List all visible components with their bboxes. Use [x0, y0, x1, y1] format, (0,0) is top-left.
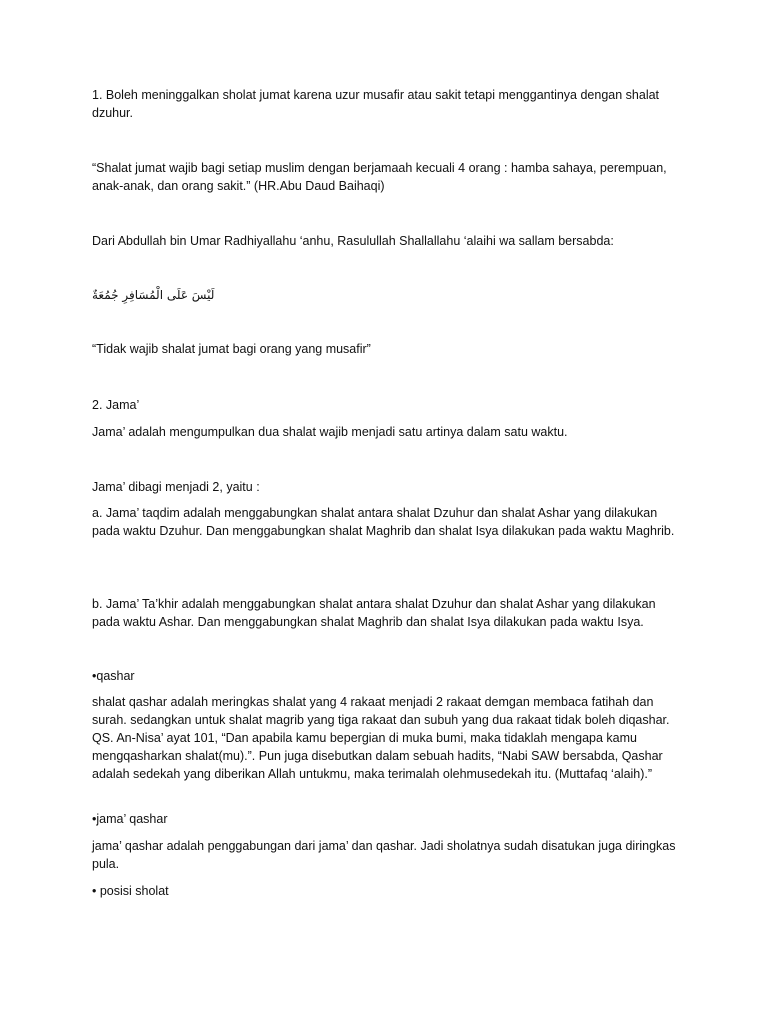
bullet-posisi-sholat: • posisi sholat [92, 884, 169, 898]
bullet-jama-qashar: •jama’ qashar [92, 812, 168, 826]
paragraph-uzur-musafir: 1. Boleh meninggalkan sholat jumat karena uzur musafir atau sakit tetapi menggantinya dengan shalat dzuhur. [92, 88, 660, 120]
jama-division: Jama’ dibagi menjadi 2, yaitu : [92, 480, 260, 494]
jama-taqdim-paragraph: a. Jama’ taqdim adalah menggabungkan shalat antara shalat Dzuhur dan shalat Ashar yang dilakukan pada waktu Dzuhur. Dan menggabungkan shalat Maghrib dan shalat Isya dilakukan pada waktu Maghrib. [92, 506, 675, 538]
arabic-hadith-text: لَيْسَ عَلَى الْمُسَافِرِ جُمُعَةٌ [92, 288, 215, 302]
jama-definition: Jama’ adalah mengumpulkan dua shalat wajib menjadi satu artinya dalam satu waktu. [92, 425, 568, 439]
hadith-quote: “Shalat jumat wajib bagi setiap muslim dengan berjamaah kecuali 4 orang : hamba sahaya, perempuan, anak-anak, dan orang sakit.” (HR.Abu Daud Baihaqi) [92, 161, 667, 193]
bullet-qashar: •qashar [92, 669, 135, 683]
jama-takhir-paragraph: b. Jama’ Ta’khir adalah menggabungkan shalat antara shalat Dzuhur dan shalat Ashar yang dilakukan pada waktu Ashar. Dan menggabungkan shalat Maghrib dan shalat Isya dilakukan pada waktu Isya. [92, 597, 656, 629]
section-heading-jama: 2. Jama’ [92, 398, 140, 412]
narration-line: Dari Abdullah bin Umar Radhiyallahu ‘anhu, Rasulullah Shallallahu ‘alaihi wa sallam bersabda: [92, 234, 614, 248]
qashar-paragraph: shalat qashar adalah meringkas shalat yang 4 rakaat menjadi 2 rakaat demgan membaca fatihah dan surah. sedangkan untuk shalat magrib yang tiga rakaat dan subuh yang dua rakaat tidak boleh diqashar. QS. An-Nisa’ ayat 101, “Dan apabila kamu bepergian di muka bumi, maka tidaklah mengapa kamu mengqasharkan shalat(mu).”. Pun juga disebutkan dalam sebuah hadits, “Nabi SAW bersabda, Qashar adalah sedekah yang diberikan Allah untukmu, maka terimalah olehmusedekah itu. (Muttafaq ‘alaih).” [92, 695, 670, 781]
jama-qashar-paragraph: jama’ qashar adalah penggabungan dari jama’ dan qashar. Jadi sholatnya sudah disatukan juga diringkas pula. [92, 839, 676, 871]
hadith-translation: “Tidak wajib shalat jumat bagi orang yang musafir” [92, 342, 371, 356]
